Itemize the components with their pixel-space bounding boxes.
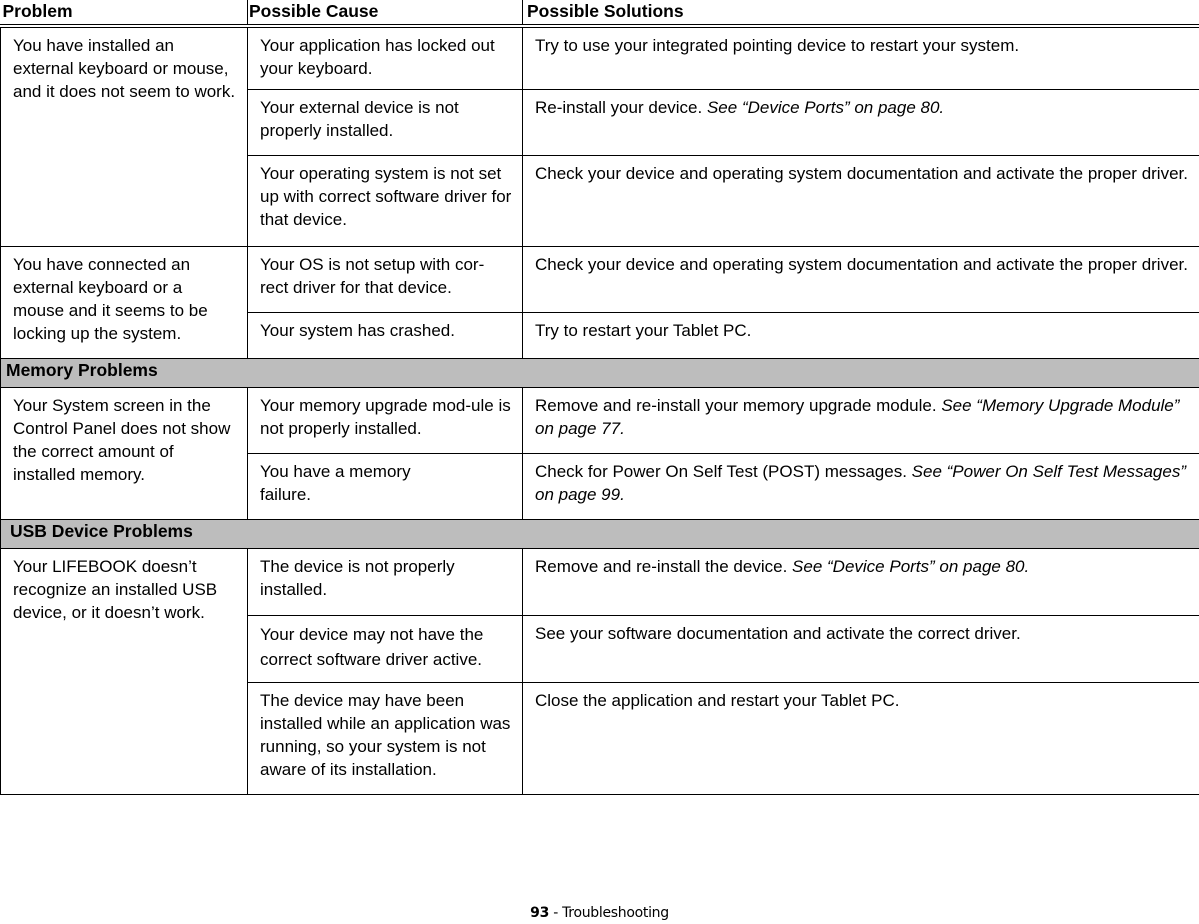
solution-text: Check for Power On Self Test (POST) messages. (535, 461, 912, 481)
solution-reference: See “Memory Upgrade Module” on page 77. (535, 395, 1180, 438)
solution-cell (523, 548, 1199, 615)
section-header-row (1, 358, 1199, 387)
problem-cell: You have installed an external keyboard or mouse, and it does not seem to work. (1, 26, 248, 246)
problem-cell: Your LIFEBOOK doesn’t recognize an installed USB device, or it doesn’t work. (1, 548, 248, 794)
solution-text: Remove and re-install your memory upgrade module. (535, 395, 942, 415)
solution-reference: See “Device Ports” on page 80. (792, 556, 1030, 576)
solution-text: Check your device and operating system documentation and activate the proper driver. (535, 163, 1188, 183)
solution-text: Remove and re-install the device. (535, 556, 793, 576)
solution-reference: See “Power On Self Test Messages” on page 99. (535, 461, 1186, 504)
solution-text: See your software documentation and activate the correct driver. (535, 623, 1021, 643)
solution-cell (523, 312, 1199, 358)
solution-text: Check your device and operating system documentation and activate the proper driver. (535, 254, 1188, 274)
problem-cell: You have connected an external keyboard or a mouse and it seems to be locking up the system. (1, 246, 248, 358)
table-row (1, 26, 1199, 89)
section-header-row (1, 519, 1199, 548)
cause-cell: Your system has crashed. (248, 312, 523, 358)
solution-cell (523, 155, 1199, 246)
cause-cell: Your device may not have the correct software driver active. (248, 615, 523, 682)
footer-separator: - (549, 905, 563, 921)
section-title-usb (1, 519, 1199, 548)
solution-text: Try to restart your Tablet PC. (535, 320, 752, 340)
section-title-memory (1, 358, 1199, 387)
section-title: USB Device Problems (10, 520, 193, 541)
table-header-row (1, 0, 1199, 26)
solution-cell (523, 26, 1199, 89)
table-row (1, 246, 1199, 312)
section-title: Memory Problems (6, 359, 158, 380)
header-possible-cause: Possible Cause (248, 0, 523, 26)
solution-cell (523, 246, 1199, 312)
table-row (1, 548, 1199, 615)
header-possible-solutions: Possible Solutions (523, 0, 1199, 26)
cause-cell: Your memory upgrade mod-ule is not properly installed. (248, 387, 523, 453)
cause-cell: Your application has locked out your keyboard. (248, 26, 523, 89)
solution-cell (523, 453, 1199, 519)
solution-cell (523, 615, 1199, 682)
chapter-title: Troubleshooting (562, 905, 669, 921)
solution-reference: See “Device Ports” on page 80. (706, 97, 945, 117)
solution-text: Try to use your integrated pointing device to restart your system. (535, 36, 1020, 55)
solution-text: Re-install your device. (535, 97, 707, 117)
cause-cell: Your operating system is not set up with correct software driver for that device. (248, 155, 523, 246)
solution-cell (523, 89, 1199, 155)
table-row (1, 387, 1199, 453)
page-number: 93 (530, 905, 550, 921)
solution-cell (523, 387, 1199, 453)
cause-cell: Your OS is not setup with cor-rect driver for that device. (248, 246, 523, 312)
page-footer (0, 903, 1199, 923)
cause-cell: You have a memory failure. (248, 453, 523, 519)
cause-cell: The device is not properly installed. (248, 548, 523, 615)
cause-cell: Your external device is not properly installed. (248, 89, 523, 155)
cause-cell: The device may have been installed while an application was running, so your system is not aware of its installation. (248, 682, 523, 794)
header-problem: Problem (1, 0, 248, 26)
solution-cell (523, 682, 1199, 794)
solution-text: Close the application and restart your Tablet PC. (535, 690, 900, 710)
problem-cell: Your System screen in the Control Panel does not show the correct amount of installed memory. (1, 387, 248, 519)
